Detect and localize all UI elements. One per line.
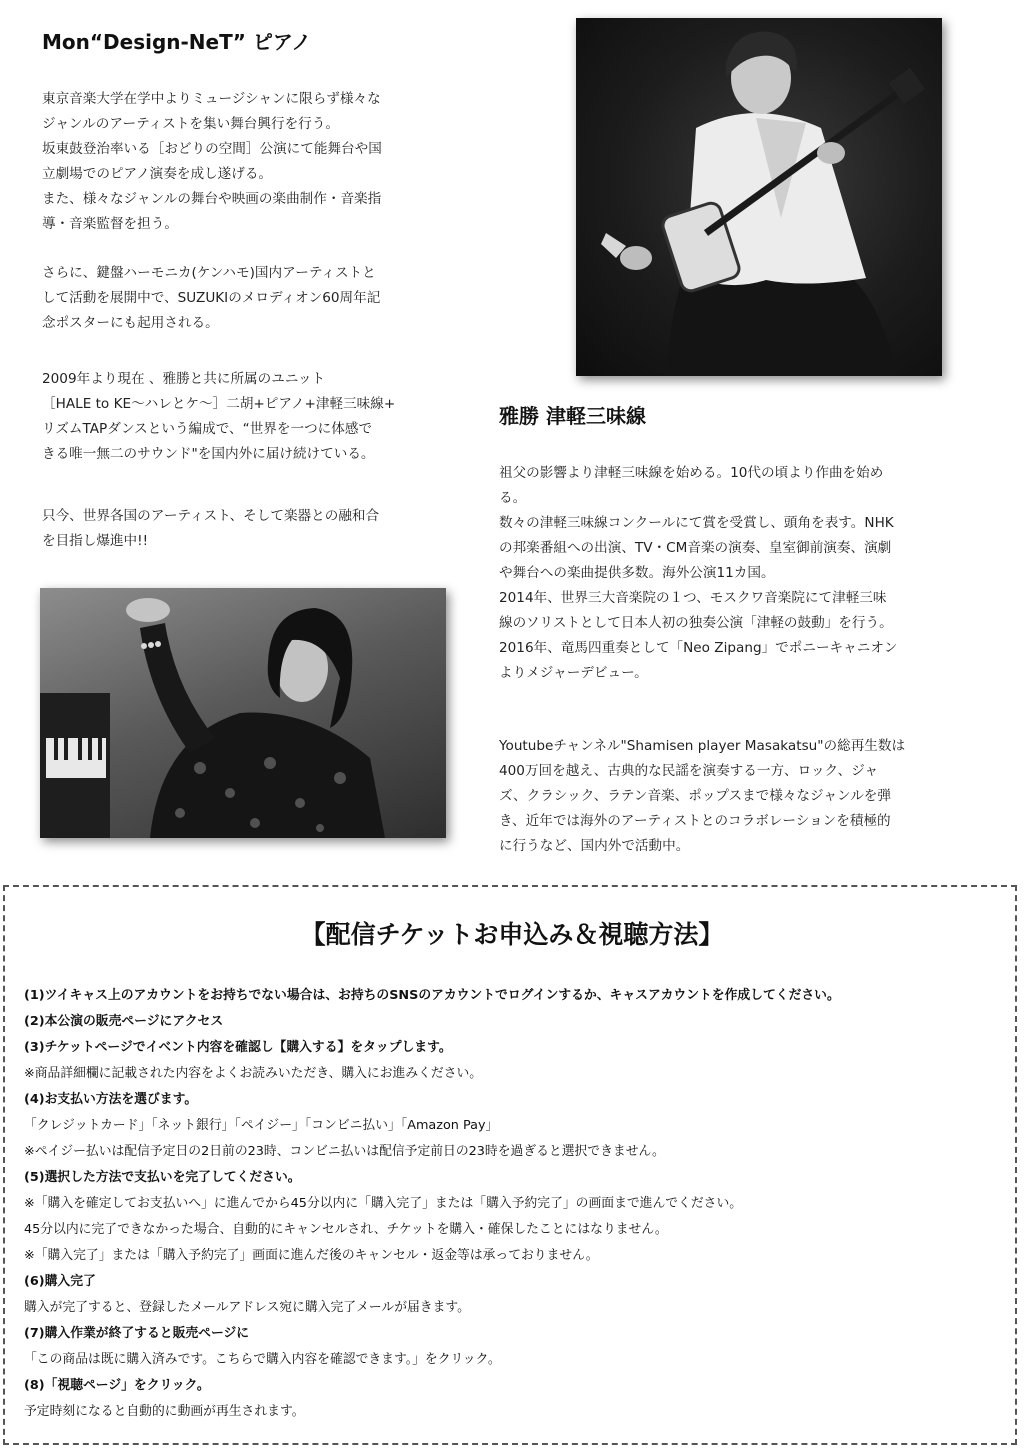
text-line: 線のソリストとして日本人初の独奏公演「津軽の鼓動」を行う。	[499, 615, 893, 631]
text-line: 導・音楽監督を担う。	[42, 216, 178, 232]
step-note: ※「購入完了」または「購入予約完了」画面に進んだ後のキャンセル・返金等は承っておりません。	[24, 1248, 599, 1263]
step-line: (8)「視聴ページ」をクリック。	[24, 1378, 210, 1393]
text-line: 2009年より現在 、雅勝と共に所属のユニット	[42, 371, 326, 387]
text-line: の邦楽番組への出演、TV・CM音楽の演奏、皇室御前演奏、演劇	[499, 540, 892, 556]
text-line: る。	[499, 490, 527, 506]
step-note: ※「購入を確定してお支払いへ」に進んでから45分以内に「購入完了」または「購入予約完了」の画面まで進んでください。	[24, 1196, 743, 1211]
left-bio-paragraph-3	[42, 367, 395, 467]
right-bio-paragraph-1	[499, 461, 898, 686]
text-line: ［HALE to KE〜ハレとケ〜］二胡+ピアノ+津軽三味線+	[42, 396, 396, 412]
text-line: 2016年、竜馬四重奏として「Neo Zipang」でポニーキャニオン	[499, 640, 898, 656]
step-note: 「この商品は既に購入済みです。こちらで購入内容を確認できます。」をクリック。	[24, 1352, 501, 1367]
text-line: 2014年、世界三大音楽院の１つ、モスクワ音楽院にて津軽三味	[499, 590, 887, 606]
text-line: ジャンルのアーティストを集い舞台興行を行う。	[42, 116, 339, 132]
text-line: Youtubeチャンネル"Shamisen player Masakatsu"の総再生数は	[499, 738, 906, 754]
step-line: (6)購入完了	[24, 1274, 96, 1289]
text-line: 念ポスターにも起用される。	[42, 315, 219, 331]
text-line: よりメジャーデビュー。	[499, 665, 648, 681]
text-line: きる唯一無二のサウンド"を国内外に届け続けている。	[42, 446, 375, 462]
ticket-steps-list	[24, 983, 840, 1425]
text-line: ズ、クラシック、ラテン音楽、ポップスまで様々なジャンルを弾	[499, 788, 891, 804]
text-line: に行うなど、国内外で活動中。	[499, 838, 690, 854]
step-line: (2)本公演の販売ページにアクセス	[24, 1014, 224, 1029]
text-line: また、様々なジャンルの舞台や映画の楽曲制作・音楽指	[42, 191, 382, 207]
text-line: 東京音楽大学在学中よりミュージシャンに限らず様々な	[42, 91, 381, 107]
text-line: 只今、世界各国のアーティスト、そして楽器との融和合	[42, 508, 380, 524]
text-line: 坂東鼓登治率いる［おどりの空間］公演にて能舞台や国	[42, 141, 382, 157]
text-line: 400万回を越え、古典的な民謡を演奏する一方、ロック、ジャ	[499, 763, 879, 779]
step-line: (1)ツイキャス上のアカウントをお持ちでない場合は、お持ちのSNSのアカウントでログインするか、キャスアカウントを作成してください。	[24, 988, 840, 1003]
text-line: 祖父の影響より津軽三味線を始める。10代の頃より作曲を始め	[499, 465, 884, 481]
text-line: や舞台への楽曲提供多数。海外公演11カ国。	[499, 565, 775, 581]
text-line: き、近年では海外のアーティストとのコラボレーションを積極的	[499, 813, 891, 829]
shamisen-player-photo	[576, 18, 942, 376]
step-note: 「クレジットカード」「ネット銀行」「ペイジー」「コンビニ払い」「Amazon Pay」	[24, 1118, 499, 1133]
step-line: (5)選択した方法で支払いを完了してください。	[24, 1170, 301, 1185]
text-line: 数々の津軽三味線コンクールにて賞を受賞し、頭角を表す。NHK	[499, 515, 894, 531]
step-note: 45分以内に完了できなかった場合、自動的にキャンセルされ、チケットを購入・確保したことにはなりません。	[24, 1222, 668, 1237]
step-note: ※ペイジー払いは配信予定日の2日前の23時、コンビニ払いは配信予定前日の23時を過ぎると選択できません。	[24, 1144, 665, 1159]
text-line: リズムTAPダンスという編成で、“世界を一つに体感で	[42, 421, 373, 437]
shamisen-player-illustration	[576, 18, 942, 376]
text-line: を目指し爆進中!!	[42, 533, 149, 549]
step-line: (4)お支払い方法を選びます。	[24, 1092, 198, 1107]
pianist-illustration	[40, 588, 446, 838]
step-note: 購入が完了すると、登録したメールアドレス宛に購入完了メールが届きます。	[24, 1300, 470, 1315]
text-line: して活動を展開中で、SUZUKIのメロディオン60周年記	[42, 290, 381, 306]
right-artist-title: 雅勝 津軽三味線	[499, 404, 646, 428]
pianist-photo	[40, 588, 446, 838]
step-note: ※商品詳細欄に記載された内容をよくお読みいただき、購入にお進みください。	[24, 1066, 483, 1081]
text-line: さらに、鍵盤ハーモニカ(ケンハモ)国内アーティストと	[42, 265, 376, 281]
ticket-section-title: 【配信チケットお申込み＆視聴方法】	[300, 920, 724, 949]
left-bio-paragraph-4	[42, 504, 379, 554]
step-line: (7)購入作業が終了すると販売ページに	[24, 1326, 250, 1341]
left-artist-title: Mon“Design-NeT” ピアノ	[42, 30, 312, 54]
left-bio-paragraph-2	[42, 261, 380, 336]
step-note: 予定時刻になると自動的に動画が再生されます。	[24, 1404, 305, 1419]
step-line: (3)チケットページでイベント内容を確認し【購入する】をタップします。	[24, 1040, 452, 1055]
text-line: 立劇場でのピアノ演奏を成し遂げる。	[42, 166, 273, 182]
left-bio-paragraph-1	[42, 87, 382, 237]
right-bio-paragraph-2	[499, 734, 905, 859]
